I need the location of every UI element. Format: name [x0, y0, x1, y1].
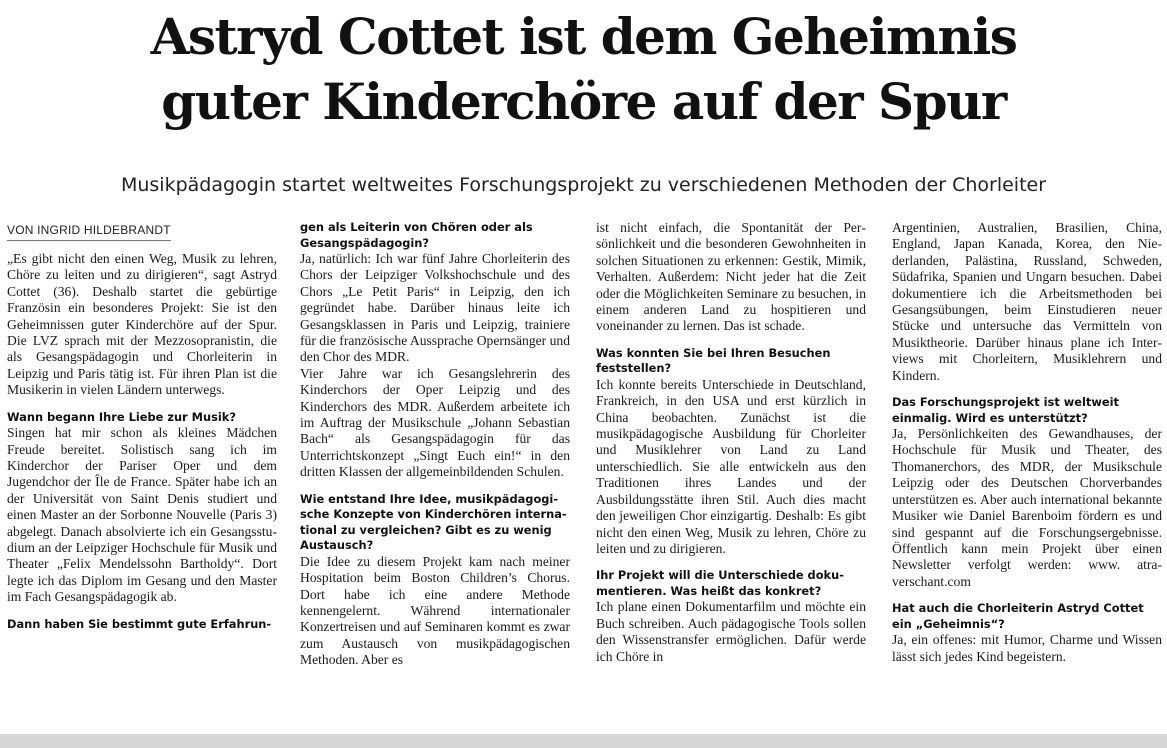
answer-3-continued: ist nicht einfach, die Spontanität der Persönlichkeit und die besonderen Gewohnheiten in solchen Situationen zu erkennen: Gestik, Mimik, Verhalten. Außerdem: Nicht jeder hat die Zeit oder die Möglichkeiten Seminare zu besuchen, in einem anderen Land zu hospitieren und voneinander zu lernen. Das ist schade.	[596, 220, 866, 334]
intro-paragraph: „Es gibt nicht den einen Weg, Musik zu lehren, Chöre zu leiten und zu dirigieren“, sagt Astryd Cottet (36). Deshalb startet die gebürtige Französin ein besonderes Projekt: Sie ist den Geheimnissen guter Kinderchöre auf der Spur. Die LVZ sprach mit der Mezzosopranistin, die als Gesangspädagogin und Chorleiterin in Leipzig und Paris tätig ist. Für ihren Plan ist die Musikerin in vielen Ländern unterwegs.	[7, 251, 277, 398]
headline-line-1: Astryd Cottet ist dem Geheimnis	[150, 7, 1017, 66]
article-column-3	[596, 220, 866, 720]
article-headline	[0, 4, 1167, 134]
question-5: Ihr Projekt will die Unterschiede dokumentieren. Was heißt das konkret?	[596, 568, 844, 598]
answer-6: Ja, Persönlichkeiten des Gewandhauses, der Hochschule für Musik und Theater, des Thomanerchors, des MDR, der Musikschule Leipzig oder des Deutschen Chorverbandes unterstützen es. Aber auch international bekannte Musiker wie Daniel Barenboim fördern es und sind gespannt auf die Forschungsergebnisse. Öffentlich kann mein Projekt über einen Newsletter verfolgt werden: www. atraverschant.com	[892, 426, 1162, 589]
answer-7: Ja, ein offenes: mit Humor, Charme und Wissen lässt sich jedes Kind begeistern.	[892, 632, 1162, 664]
answer-2-part-1: Ja, natürlich: Ich war fünf Jahre Chorleiterin des Chors der Leipziger Volkshochschule und des Chors „Le Petit Paris“ in Leipzig, den ich gegründet habe. Darüber hinaus leite ich Gesangsklassen in Paris und Leipzig, trainiere für die französische Aussprache Opernsänger und den Chor des MDR.	[300, 251, 570, 365]
answer-5-continued: Argentinien, Australien, Brasilien, China, England, Japan Kanada, Korea, den Niederlanden, Palästina, Russland, Schweden, Südafrika, Spanien und Ungarn besuchen. Dabei dokumentiere ich die Arbeitsmethoden bei Gesangsübungen, beim Einstudieren neuer Stücke und untersuche das Vermitteln von Musiktheorie. Darüber hinaus plane ich Interviews mit Chorleitern, Musiklehrern und Kindern.	[892, 220, 1162, 383]
article-column-2	[300, 220, 570, 720]
headline-line-2: guter Kinderchöre auf der Spur	[161, 72, 1006, 131]
question-2: Dann haben Sie bestimmt gute Erfahrun-	[7, 616, 272, 631]
question-4: Was konnten Sie bei Ihren Besuchen feststellen?	[596, 345, 831, 376]
question-3: Wie entstand Ihre Idee, musikpädagogische Konzepte von Kinderchören international zu vergleichen? Gibt es zu wenig Austausch?	[300, 491, 567, 553]
answer-2-part-2: Vier Jahre war ich Gesangslehrerin des Kinderchors der Oper Leipzig und des Kinderchors des MDR. Außerdem arbeitete ich im Auftrag der Musikschule „Johann Sebastian Bach“ als Gesangspädagogin für das Unterrichtskonzept „Singt Euch ein!“ in den dritten Klassen der allgemeinbildenden Schulen.	[300, 365, 570, 480]
answer-1: Singen hat mir schon als kleines Mädchen Freude bereitet. Solistisch sang ich im Kinderchor der Pariser Oper und dem Jugendchor der Île de France. Später habe ich an der Universität von Saint Denis studiert und einen Master an der Sorbonne Nouvelle (Paris 3) abgelegt. Danach absolvierte ich ein Gesangsstudium an der Leipziger Hochschule für Musik und Theater „Felix Mendelssohn Bartholdy“. Dort legte ich das Diplom im Gesang und den Master im Fach Gesangspädagogik ab.	[7, 425, 277, 605]
question-2-continued: gen als Leiterin von Chören oder als Gesangspädagogin?	[300, 220, 533, 250]
byline: VON INGRID HILDEBRANDT	[7, 222, 171, 241]
question-1: Wann begann Ihre Liebe zur Musik?	[7, 409, 236, 424]
article-column-1	[7, 220, 277, 720]
answer-5: Ich plane einen Dokumentarfilm und möchte ein Buch schreiben. Auch pädagogische Tools sollen den Wissenstransfer ermöglichen. Dafür werde ich Chöre in	[596, 599, 866, 664]
answer-3: Die Idee zu diesem Projekt kam nach meiner Hospitation beim Boston Children’s Chorus. Dort habe ich eine andere Methode kennengelernt. Während internationaler Konzertreisen und auf Seminaren kommt es zwar zum Austausch von musikpädagogischen Methoden. Aber es	[300, 553, 570, 668]
question-6: Das Forschungsprojekt ist weltweit einmalig. Wird es unterstützt?	[892, 395, 1119, 425]
article-subheadline: Musikpädagogin startet weltweites Forschungsprojekt zu verschiedenen Methoden der Chorleiter	[120, 174, 1047, 196]
question-7: Hat auch die Chorleiterin Astryd Cottet ein „Geheimnis“?	[892, 601, 1144, 631]
article-column-4	[892, 220, 1162, 720]
answer-4: Ich konnte bereits Unterschiede in Deutschland, Frankreich, in den USA und erst kürzlich in China beobachten. Zunächst ist die musikpädagogische Ausbildung für Chorleiter und Musiklehrer von Land zu Land unterschiedlich. Sie alle entwickeln aus den Traditionen ihres Landes und der Ausbildungsstätte ihren Stil. Auch dies macht den jeweiligen Chor einzigartig. Deshalb: Es gibt nicht den einen Weg, Musik zu lehren, Chöre zu leiten und zu dirigieren.	[596, 376, 866, 556]
page-footer-bar	[0, 734, 1167, 748]
